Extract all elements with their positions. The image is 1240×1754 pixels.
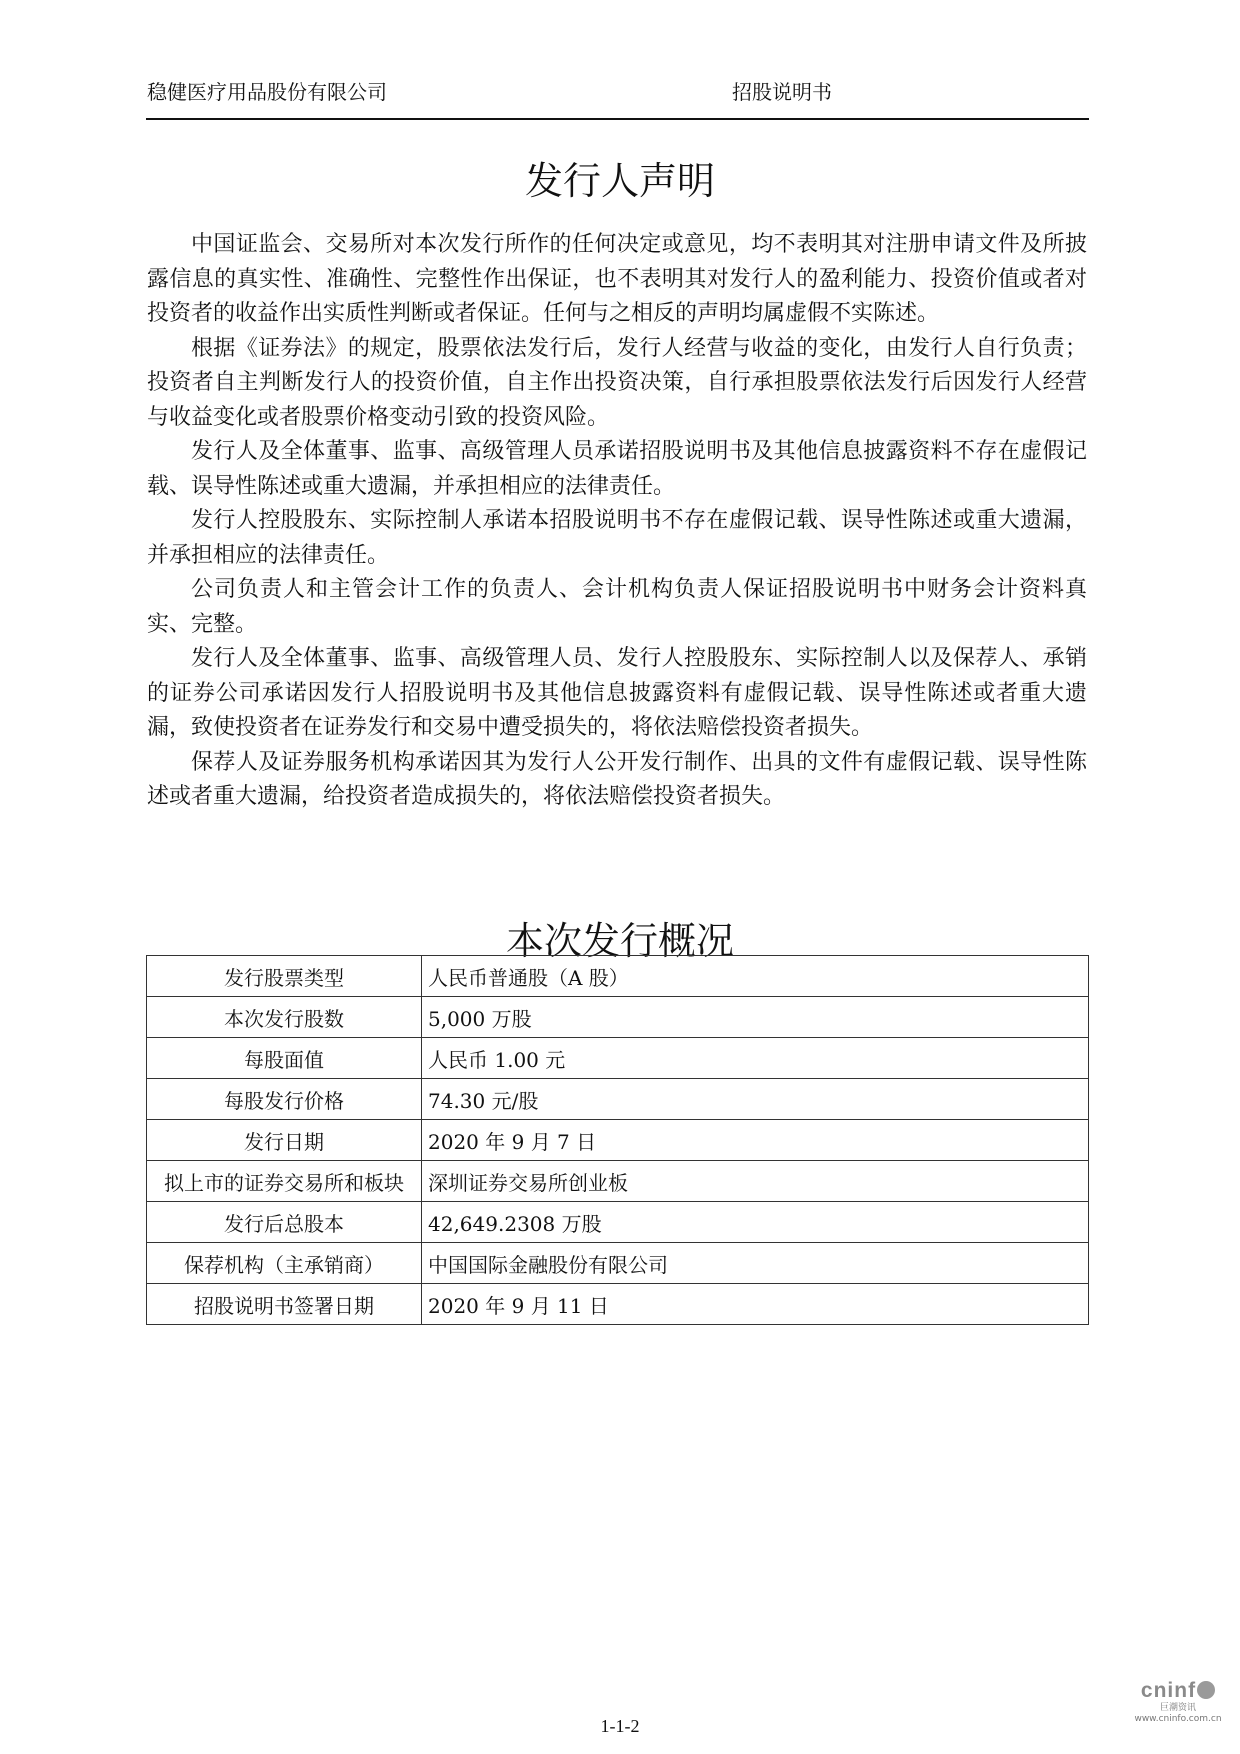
statement-paragraph: 保荐人及证券服务机构承诺因其为发行人公开发行制作、出具的文件有虚假记载、误导性陈述或者重大遗漏，给投资者造成损失的，将依法赔偿投资者损失。 — [147, 749, 1087, 809]
logo-url: www.cninfo.com.cn — [1134, 1714, 1222, 1724]
overview-title: 本次发行概况 — [505, 919, 734, 963]
statement-paragraph: 发行人及全体董事、监事、高级管理人员、发行人控股股东、实际控制人以及保荐人、承销的证券公司承诺因发行人招股说明书及其他信息披露资料有虚假记载、误导性陈述或者重大遗漏，致使投资者在证券发行和交易中遭受损失的，将依法赔偿投资者损失。 — [147, 646, 1087, 740]
table-row — [147, 997, 1089, 1038]
statement-paragraph: 中国证监会、交易所对本次发行所作的任何决定或意见，均不表明其对注册申请文件及所披露信息的真实性、准确性、完整性作出保证，也不表明其对发行人的盈利能力、投资价值或者对投资者的收益作出实质性判断或者保证。任何与之相反的声明均属虚假不实陈述。 — [147, 232, 1087, 326]
row-value: 42,649.2308 万股 — [422, 1202, 1089, 1243]
row-label: 发行日期 — [147, 1120, 422, 1161]
table-row — [147, 1284, 1089, 1325]
row-value: 2020 年 9 月 7 日 — [422, 1120, 1089, 1161]
row-label: 拟上市的证券交易所和板块 — [147, 1161, 422, 1202]
table-row — [147, 1120, 1089, 1161]
table-row — [147, 1079, 1089, 1120]
statement-body — [147, 228, 1087, 815]
offering-overview-table — [146, 955, 1089, 1325]
header-document-type: 招股说明书 — [732, 80, 832, 104]
row-value: 深圳证券交易所创业板 — [422, 1161, 1089, 1202]
row-value: 5,000 万股 — [422, 997, 1089, 1038]
statement-paragraph: 发行人控股股东、实际控制人承诺本招股说明书不存在虚假记载、误导性陈述或重大遗漏，并承担相应的法律责任。 — [147, 508, 1087, 568]
statement-paragraph: 根据《证券法》的规定，股票依法发行后，发行人经营与收益的变化，由发行人自行负责；投资者自主判断发行人的投资价值，自主作出投资决策，自行承担股票依法发行后因发行人经营与收益变化或者股票价格变动引致的投资风险。 — [147, 335, 1087, 430]
table-row — [147, 1202, 1089, 1243]
statement-title: 发行人声明 — [524, 159, 715, 203]
row-value: 74.30 元/股 — [422, 1079, 1089, 1120]
logo-text: cninf — [1140, 1679, 1197, 1702]
logo-subtitle: 巨潮资讯 — [1159, 1703, 1196, 1713]
statement-paragraph: 公司负责人和主管会计工作的负责人、会计机构负责人保证招股说明书中财务会计资料真实、完整。 — [147, 577, 1087, 637]
table-row — [147, 1038, 1089, 1079]
logo-mark-icon — [1197, 1681, 1215, 1699]
header-divider — [146, 118, 1089, 120]
row-label: 每股发行价格 — [147, 1079, 422, 1120]
row-label: 每股面值 — [147, 1038, 422, 1079]
statement-paragraph: 发行人及全体董事、监事、高级管理人员承诺招股说明书及其他信息披露资料不存在虚假记载、误导性陈述或重大遗漏，并承担相应的法律责任。 — [147, 439, 1087, 499]
logo-wordmark — [1128, 1679, 1228, 1703]
row-label: 招股说明书签署日期 — [147, 1284, 422, 1325]
row-label: 发行后总股本 — [147, 1202, 422, 1243]
table-row — [147, 1243, 1089, 1284]
header-company-name: 稳健医疗用品股份有限公司 — [147, 80, 387, 104]
row-value: 人民币 1.00 元 — [422, 1038, 1089, 1079]
row-value: 2020 年 9 月 11 日 — [422, 1284, 1089, 1325]
row-label: 保荐机构（主承销商） — [147, 1243, 422, 1284]
row-label: 发行股票类型 — [147, 956, 422, 997]
row-value: 中国国际金融股份有限公司 — [422, 1243, 1089, 1284]
row-value: 人民币普通股（A 股） — [422, 956, 1089, 997]
table-row — [147, 1161, 1089, 1202]
table-row — [147, 956, 1089, 997]
page-number: 1-1-2 — [600, 1716, 640, 1736]
row-label: 本次发行股数 — [147, 997, 422, 1038]
